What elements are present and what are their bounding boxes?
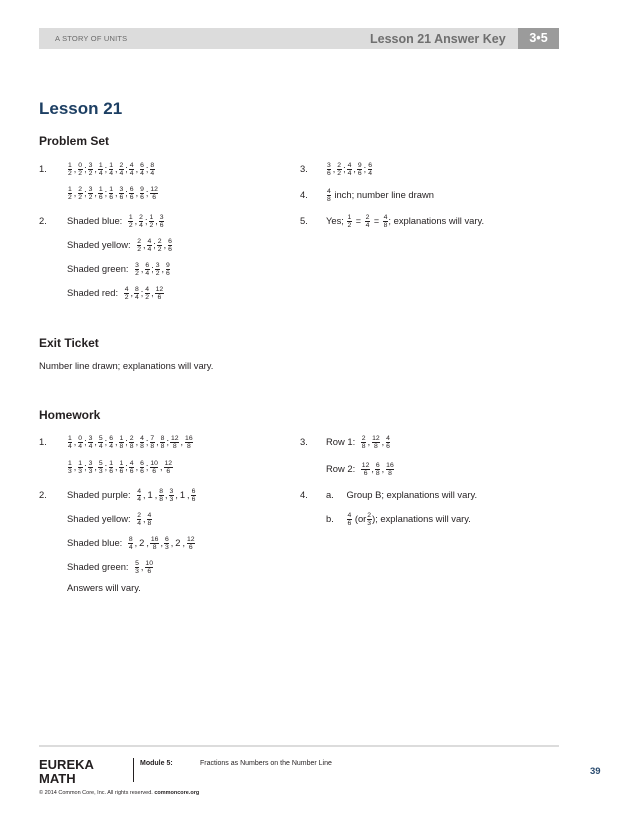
exit-ticket-heading: Exit Ticket [39,336,99,350]
ps-item-2-label: 2. [39,215,47,226]
hw-item-1-label: 1. [39,436,47,447]
footer-module: Module 5: [140,760,173,767]
problem-set-heading: Problem Set [39,134,110,148]
ps-item-2-line-1: Shaded blue: $\frac{1}{2}$ , $\frac{2}{4}$ ; $\frac{1}{2}$ , $\frac{3}{6}$ [67,213,164,230]
fraction: $\frac{1}{2}$ [128,213,133,230]
fraction: $\frac{12}{8}$ [170,434,179,451]
footer-divider [133,758,134,782]
fraction: $\frac{2}{4}$ [137,511,141,528]
lesson-title: Lesson 21 [39,99,123,118]
fraction: $\frac{2}{4}$ [119,161,124,178]
fraction: $\frac{4}{6}$ [386,434,390,451]
fraction: $\frac{4}{2}$ [145,285,150,302]
hw-item-4a-text: Group B; explanations will vary. [346,489,478,500]
fraction: $\frac{4}{8}$ [147,511,152,528]
fraction: $\frac{12}{6}$ [164,459,173,476]
fraction: $\frac{12}{6}$ [150,185,158,202]
header-title: Lesson 21 Answer Key [370,32,506,46]
fraction: $\frac{12}{6}$ [187,535,195,552]
hw-item-4-label: 4. [300,489,308,500]
ps-item-1-row-2: $\frac{1}{2}$ , $\frac{2}{2}$ ; $\frac{3}{2}$ , $\frac{1}{6}$ ; $\frac{1}{6}$ , $\frac{3}{6}$ ; $\frac{6}{6}$ , $\frac{9}{6}$ ; $\frac{12}{6}$ [68,185,158,202]
fraction: $\frac{6}{6}$ [191,487,196,504]
fraction: $\frac{2}{4}$ [365,213,370,230]
fraction: $\frac{10}{6}$ [145,559,153,576]
hw-item-1-row-1: $\frac{1}{4}$ , $\frac{0}{4}$ ; $\frac{3}{4}$ , $\frac{5}{4}$ ; $\frac{6}{4}$ , $\frac{1}{8}$ ; $\frac{2}{8}$ , $\frac{4}{8}$ ; $\frac{7}{8}$ , $\frac{8}{8}$ ; $\frac{12}{8}$ , $\frac{16}{8}$ [68,434,193,451]
fraction: $\frac{4}{4}$ [347,161,352,178]
ps-item-5-answer [326,210,484,232]
fraction: $\frac{2}{2}$ [78,185,83,202]
fraction: $\frac{1}{6}$ [109,185,113,202]
ps-item-2-line-3: Shaded green: $\frac{3}{2}$ , $\frac{6}{4}$ ; $\frac{3}{2}$ , $\frac{9}{6}$ [67,261,170,278]
fraction: $\frac{1}{6}$ [109,459,113,476]
fraction: $\frac{8}{4}$ [134,285,139,302]
fraction: $\frac{16}{8}$ [150,535,159,552]
footer-module-title: Fractions as Numbers on the Number Line [200,760,332,767]
fraction: $\frac{1}{4}$ [68,434,72,451]
fraction: $\frac{2}{4}$ [139,213,143,230]
ps-item-1-label: 1. [39,163,47,174]
fraction: $\frac{8}{8}$ [159,487,164,504]
fraction: $\frac{1}{2}$ [68,161,72,178]
ps-item-5-prefix: Yes; [326,215,344,226]
hw-item-1-row-2: $\frac{1}{3}$ , $\frac{1}{3}$ ; $\frac{3}{3}$ , $\frac{5}{3}$ ; $\frac{1}{6}$ , $\frac{1}{6}$ ; $\frac{4}{6}$ , $\frac{6}{6}$ ; $\frac{10}{6}$ , $\frac{12}{6}$ [68,459,173,476]
fraction: $\frac{6}{3}$ [164,535,169,552]
fraction: $\frac{0}{2}$ [78,161,83,178]
fraction: $\frac{5}{3}$ [98,459,103,476]
fraction: $\frac{6}{6}$ [168,237,172,254]
eureka-math-logo [39,757,109,785]
fraction: $\frac{2}{2}$ [157,237,162,254]
fraction: $\frac{16}{8}$ [185,434,193,451]
fraction: $\frac{3}{6}$ [159,213,164,230]
footer-copyright [39,790,199,796]
fraction: $\frac{2}{8}$ [361,434,366,451]
fraction: $\frac{6}{4}$ [109,434,113,451]
ps-item-2-line-4: Shaded red: $\frac{4}{2}$ , $\frac{8}{4}$ ; $\frac{4}{2}$ , $\frac{12}{6}$ [67,285,164,302]
fraction: $\frac{4}{8}$ [383,213,388,230]
logo-line-2: MATH [39,771,76,785]
hw-item-3-label: 3. [300,436,308,447]
fraction: $\frac{1}{8}$ [119,434,124,451]
ps-item-5-equation: $\frac{1}{2}$ = $\frac{2}{4}$ = $\frac{4}{8}$ [347,213,388,230]
fraction: $\frac{1}{3}$ [68,459,72,476]
fraction: $\frac{1}{2}$ [68,185,72,202]
fraction: $\frac{1}{4}$ [109,161,113,178]
fraction: $\frac{8}{4}$ [128,535,133,552]
exit-ticket-answer: Number line drawn; explanations will vary. [39,360,214,371]
hw-item-3-row-2: Row 2: $\frac{12}{6}$ , $\frac{6}{8}$ , $\frac{16}{8}$ [326,461,394,478]
fraction: $\frac{4}{8}$ [140,434,144,451]
fraction: $\frac{3}{6}$ [327,161,331,178]
hw-item-4a [326,484,477,506]
footer-rule [39,745,559,747]
fraction: $\frac{3}{3}$ [169,487,174,504]
ps-item-4-answer [326,184,434,206]
hw-item-4b [326,508,471,530]
hw-item-2-label: 2. [39,489,47,500]
homework-heading: Homework [39,408,101,422]
fraction: $\frac{3}{4}$ [88,434,93,451]
fraction: $\frac{1}{6}$ [119,459,124,476]
fraction: $\frac{9}{6}$ [357,161,362,178]
fraction: $\frac{2}{2}$ [337,161,342,178]
hw-item-2-line-2: Shaded yellow: $\frac{2}{4}$ , $\frac{4}{8}$ [67,511,152,528]
fraction: $\frac{4}{4}$ [137,487,141,504]
fraction: $\frac{1}{2}$ [149,213,154,230]
hw-item-4b-or: (or [354,513,367,524]
fraction: $\frac{1}{3}$ [78,459,83,476]
ps-item-5-label: 5. [300,215,308,226]
header-series: A STORY OF UNITS [55,34,128,43]
ps-item-4-text: inch; number line drawn [334,189,434,200]
fraction: $\frac{4}{4}$ [147,237,152,254]
fraction: $\frac{4}{6}$ [129,459,134,476]
fraction: $\frac{4}{8}$ [327,187,331,204]
header-badge: 3•5 [518,28,559,49]
fraction: $\frac{12}{6}$ [155,285,164,302]
ps-item-3-label: 3. [300,163,308,174]
fraction: $\frac{2}{8}$ [129,434,134,451]
footer-copyright-text: © 2014 Common Core, Inc. All rights reserved. [39,790,153,796]
fraction: $\frac{1}{4}$ [98,161,103,178]
fraction: $\frac{9}{6}$ [166,261,170,278]
fraction: $\frac{6}{4}$ [368,161,372,178]
footer-copyright-site: commoncore.org [154,790,200,796]
fraction: $\frac{3}{6}$ [119,185,124,202]
fraction: $\frac{5}{4}$ [98,434,103,451]
fraction: $\frac{3}{2}$ [155,261,160,278]
fraction: $\frac{3}{2}$ [88,161,93,178]
hw-item-4a-sub: a. [326,489,334,500]
hw-item-2-line-4: Shaded green: $\frac{5}{3}$ , $\frac{10}{6}$ [67,559,153,576]
fraction: $\frac{9}{6}$ [140,185,144,202]
hw-item-2-line-5: Answers will vary. [67,582,141,593]
fraction: $\frac{4}{4}$ [129,161,134,178]
fraction: $\frac{3}{2}$ [135,261,139,278]
fraction: $\frac{4}{2}$ [124,285,129,302]
fraction: $\frac{1}{6}$ [98,185,103,202]
fraction: $\frac{6}{4}$ [140,161,144,178]
ps-item-3-fractions: $\frac{3}{6}$ , $\frac{2}{2}$ ; $\frac{4}{4}$ , $\frac{9}{6}$ ; $\frac{6}{4}$ [327,161,372,178]
ps-item-4-label: 4. [300,189,308,200]
hw-item-2-line-1: Shaded purple: $\frac{4}{4}$ , 1 , $\frac{8}{8}$ , $\frac{3}{3}$ , 1 , $\frac{6}{6}$ [67,487,196,504]
fraction: $\frac{12}{6}$ [361,461,370,478]
fraction: $\frac{2}{2}$ [137,237,141,254]
fraction: $\frac{16}{8}$ [386,461,394,478]
fraction: $\frac{4}{6}$ [347,511,352,528]
logo-line-1: EUREKA [39,757,94,772]
hw-item-4b-fraction [346,511,352,528]
fraction: $\frac{3}{3}$ [88,459,93,476]
fraction: $\frac{12}{8}$ [372,434,380,451]
ps-item-4-fraction [326,187,332,204]
fraction: $\frac{5}{3}$ [135,559,139,576]
ps-item-2-line-2: Shaded yellow: $\frac{2}{2}$ , $\frac{4}{4}$ ; $\frac{2}{2}$ , $\frac{6}{6}$ [67,237,172,254]
fraction: $\frac{6}{6}$ [129,185,134,202]
ps-item-1-row-1: $\frac{1}{2}$ , $\frac{0}{2}$ ; $\frac{3}{2}$ , $\frac{1}{4}$ ; $\frac{1}{4}$ , $\frac{2}{4}$ ; $\frac{4}{4}$ , $\frac{6}{4}$ ; $\frac{8}{4}$ [68,161,155,178]
fraction: $\frac{7}{8}$ [150,434,155,451]
fraction: $\frac{2}{3}$ [367,511,372,528]
fraction: $\frac{6}{8}$ [375,461,380,478]
ps-item-5-text: ; explanations will vary. [388,215,485,226]
fraction: $\frac{3}{2}$ [88,185,93,202]
fraction: $\frac{6}{6}$ [140,459,144,476]
page-number: 39 [590,766,601,777]
fraction: $\frac{6}{4}$ [145,261,150,278]
hw-item-4b-sub: b. [326,513,334,524]
fraction: $\frac{0}{4}$ [78,434,83,451]
fraction: $\frac{8}{4}$ [150,161,155,178]
fraction: $\frac{1}{2}$ [347,213,352,230]
fraction: $\frac{8}{8}$ [160,434,165,451]
hw-item-3-row-1: Row 1: $\frac{2}{8}$ , $\frac{12}{8}$ , $\frac{4}{6}$ [326,434,390,451]
hw-item-4b-text: ); explanations will vary. [372,513,471,524]
fraction: $\frac{10}{6}$ [150,459,158,476]
hw-item-2-line-3: Shaded blue: $\frac{8}{4}$ , 2 , $\frac{16}{8}$ , $\frac{6}{3}$ , 2 , $\frac{12}{6}$ [67,535,195,552]
